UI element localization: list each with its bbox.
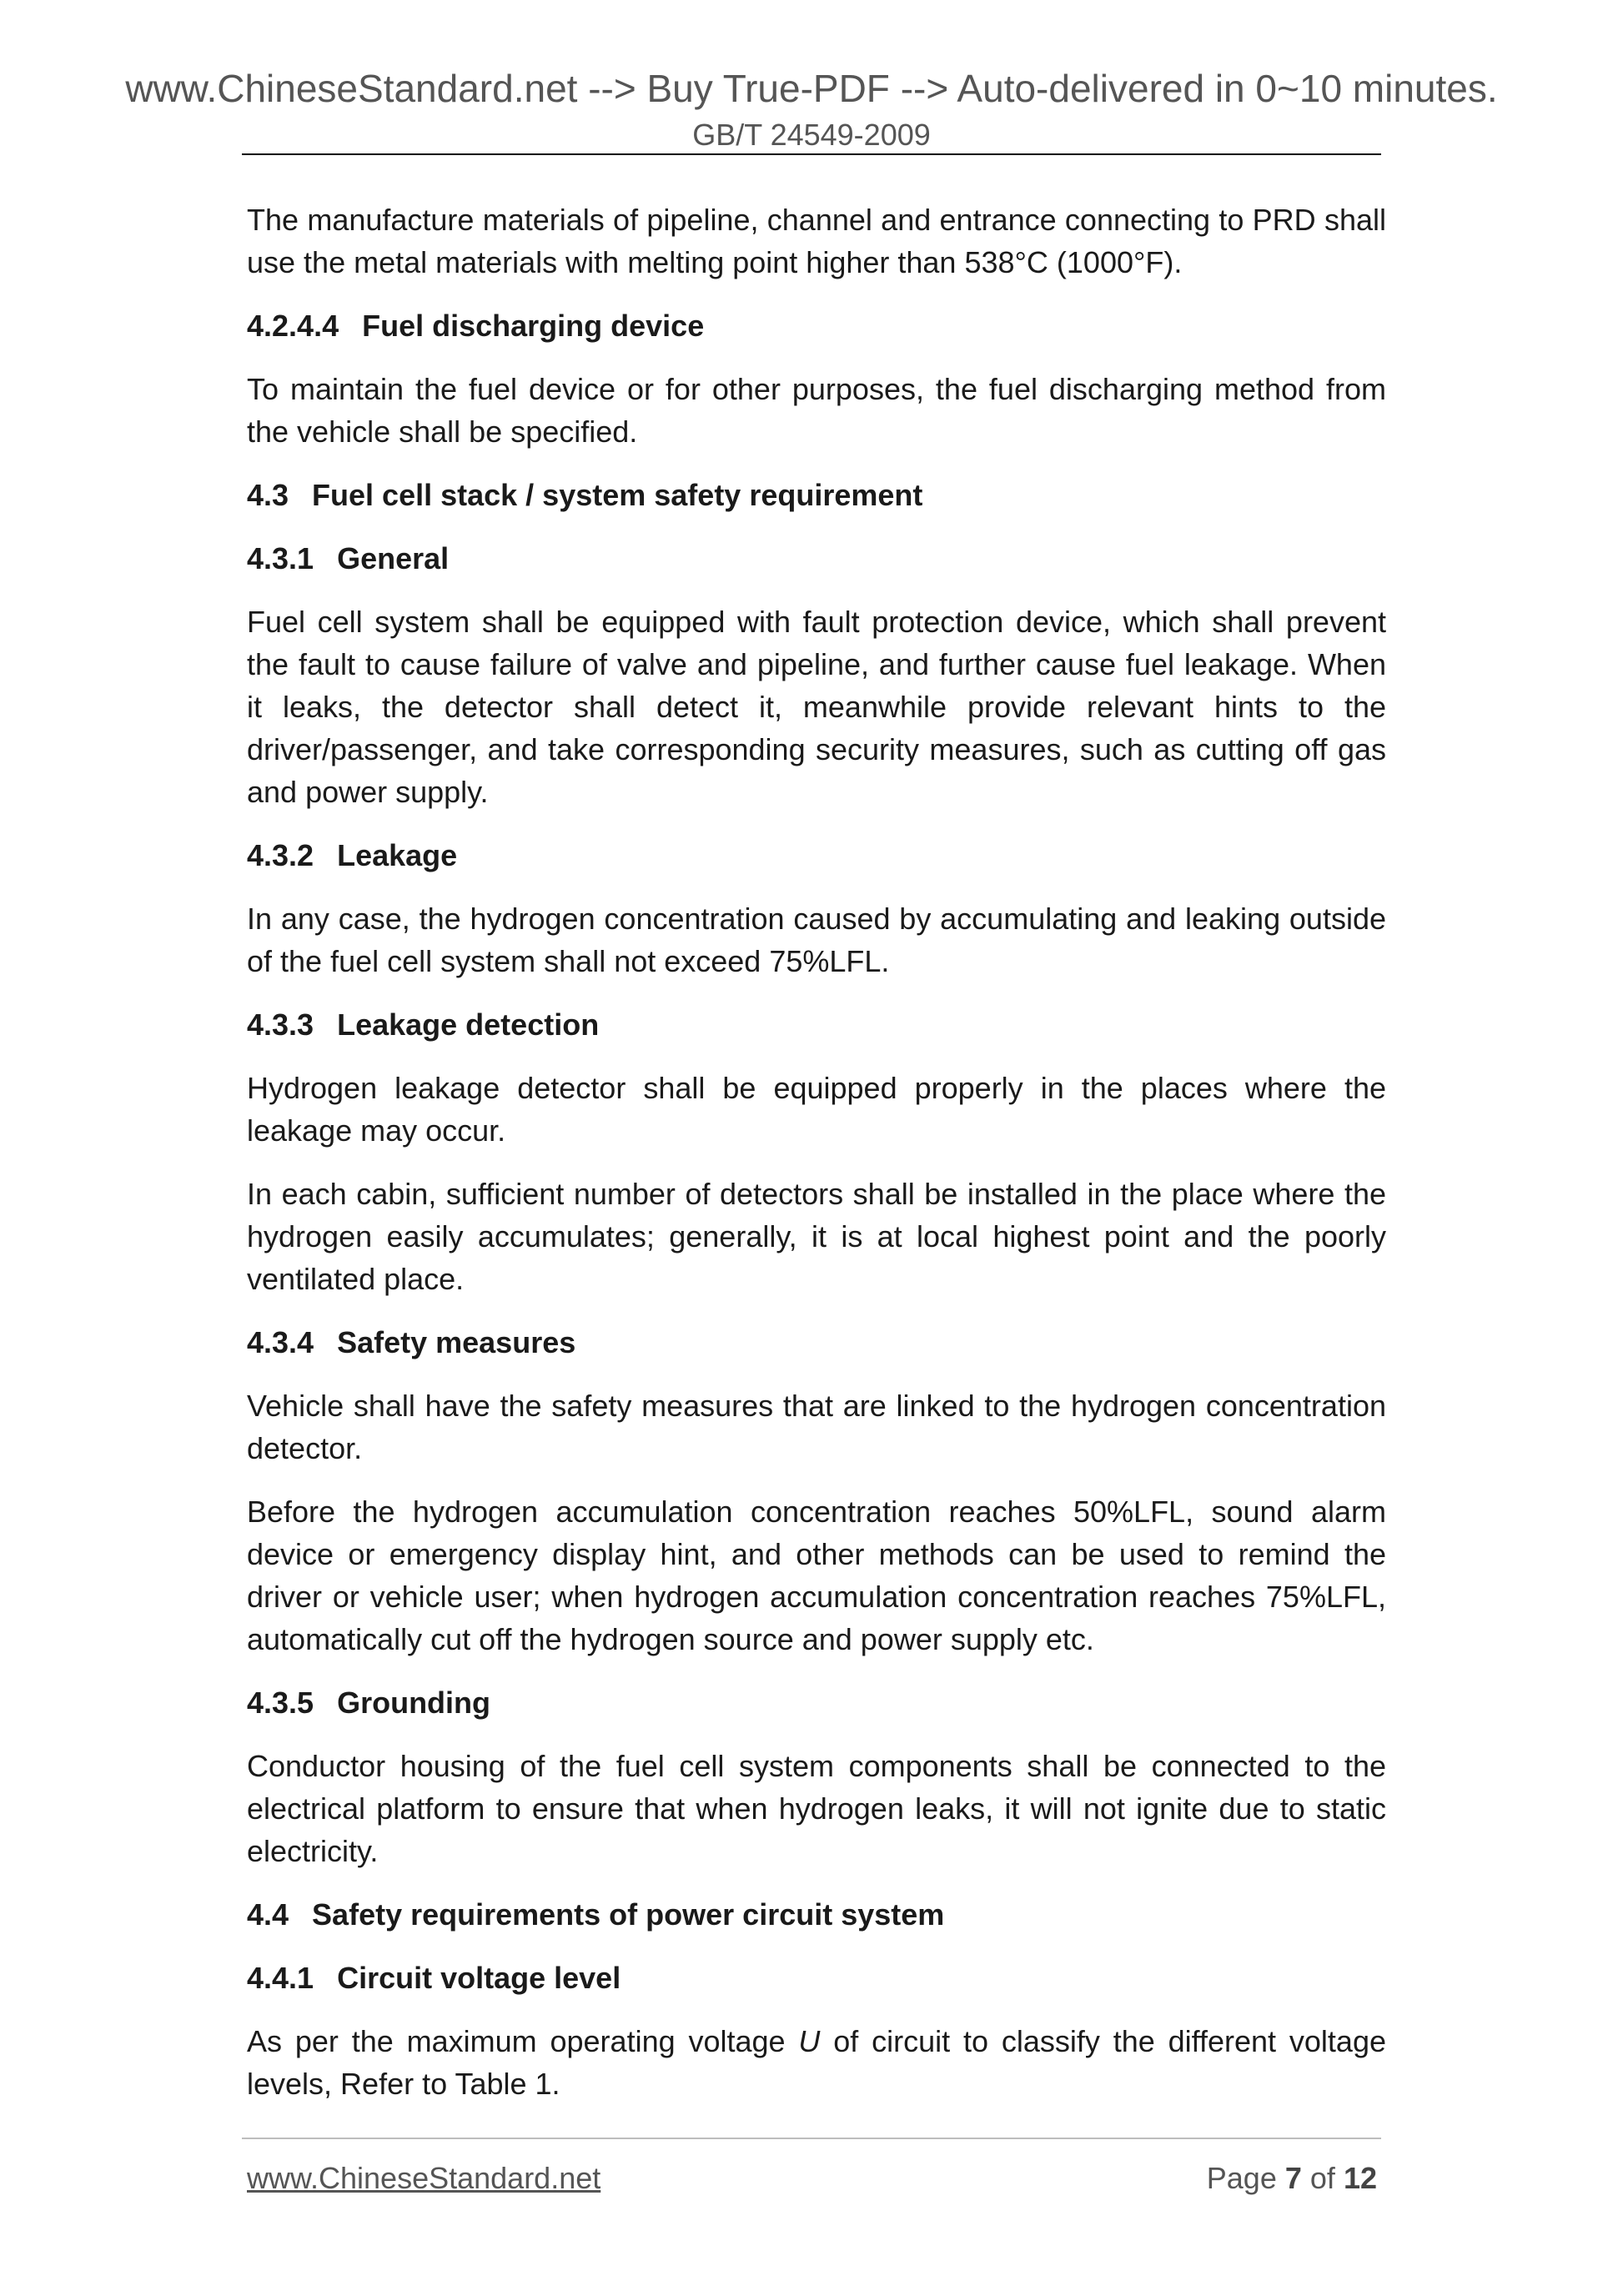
heading-4-3-1 bbox=[247, 537, 1386, 580]
footer-site-link[interactable]: www.ChineseStandard.net bbox=[247, 2161, 601, 2195]
section-number: 4.4.1 bbox=[247, 1961, 314, 1995]
paragraph-4-3-4-b: Before the hydrogen accumulation concentration reaches 50%LFL, sound alarm device or emergency display hint, and other methods can be used to remind the driver or vehicle user; when hydrogen accumulation concentration reaches 75%LFL, automatically cut off the hydrogen source and power supply etc. bbox=[247, 1495, 1386, 1656]
section-number: 4.3 bbox=[247, 478, 289, 512]
section-number: 4.3.4 bbox=[247, 1325, 314, 1359]
footer-divider bbox=[242, 2138, 1381, 2139]
section-number: 4.3.1 bbox=[247, 541, 314, 575]
section-title: General bbox=[337, 541, 450, 575]
page-label: Page bbox=[1206, 2161, 1277, 2195]
text-run: of circuit to classify the different voltage levels, Refer to Table 1. bbox=[247, 2024, 1386, 2101]
section-title: Safety requirements of power circuit system bbox=[312, 1897, 945, 1932]
section-title: Leakage detection bbox=[337, 1007, 600, 1042]
section-title: Circuit voltage level bbox=[337, 1961, 621, 1995]
page-total: 12 bbox=[1343, 2161, 1377, 2195]
paragraph-intro: The manufacture materials of pipeline, channel and entrance connecting to PRD shall use the metal materials with melting point higher than 538°C (1000°F). bbox=[247, 203, 1386, 279]
document-body bbox=[247, 198, 1386, 2126]
header-divider bbox=[242, 153, 1381, 155]
paragraph-4-3-3-a: Hydrogen leakage detector shall be equipped properly in the places where the leakage may occur. bbox=[247, 1071, 1386, 1148]
paragraph-4-2-4-4: To maintain the fuel device or for other purposes, the fuel discharging method from the vehicle shall be specified. bbox=[247, 372, 1386, 449]
heading-4-3-5 bbox=[247, 1681, 1386, 1724]
voltage-variable: U bbox=[798, 2024, 821, 2058]
section-number: 4.3.3 bbox=[247, 1007, 314, 1042]
section-number: 4.3.2 bbox=[247, 838, 314, 872]
text-run: As per the maximum operating voltage bbox=[247, 2024, 799, 2058]
page-indicator bbox=[1207, 2160, 1377, 2197]
page-current: 7 bbox=[1284, 2161, 1302, 2195]
paragraph-4-3-5: Conductor housing of the fuel cell system components shall be connected to the electrical platform to ensure that when hydrogen leaks, it will not ignite due to static electricity. bbox=[247, 1749, 1386, 1868]
page-of: of bbox=[1309, 2161, 1335, 2195]
heading-4-3-2 bbox=[247, 834, 1386, 877]
site-banner: www.ChineseStandard.net --> Buy True-PDF --> Auto-delivered in 0~10 minutes. bbox=[125, 67, 1498, 110]
section-number: 4.4 bbox=[247, 1897, 289, 1932]
section-title: Grounding bbox=[337, 1686, 491, 1720]
section-number: 4.3.5 bbox=[247, 1686, 314, 1720]
section-title: Safety measures bbox=[337, 1325, 576, 1359]
heading-4-3 bbox=[247, 474, 1386, 516]
paragraph-4-3-2: In any case, the hydrogen concentration caused by accumulating and leaking outside of the fuel cell system shall not exceed 75%LFL. bbox=[247, 902, 1386, 978]
section-number: 4.2.4.4 bbox=[247, 309, 339, 343]
heading-4-3-4 bbox=[247, 1321, 1386, 1364]
section-title: Fuel cell stack / system safety requirement bbox=[312, 478, 923, 512]
paragraph-4-3-3-b: In each cabin, sufficient number of detectors shall be installed in the place where the hydrogen easily accumulates; generally, it is at local highest point and the poorly ventilated place. bbox=[247, 1177, 1386, 1296]
section-title: Leakage bbox=[337, 838, 458, 872]
section-title: Fuel discharging device bbox=[362, 309, 705, 343]
standard-code: GB/T 24549-2009 bbox=[692, 118, 931, 152]
paragraph-4-4-1 bbox=[247, 2020, 1386, 2105]
heading-4-4-1 bbox=[247, 1957, 1386, 1999]
heading-4-4 bbox=[247, 1893, 1386, 1936]
heading-4-3-3 bbox=[247, 1003, 1386, 1046]
heading-4-2-4-4 bbox=[247, 304, 1386, 347]
paragraph-4-3-1: Fuel cell system shall be equipped with fault protection device, which shall prevent the fault to cause failure of valve and pipeline, and further cause fuel leakage. When it leaks, the detector shall detect it, meanwhile provide relevant hints to the driver/passenger, and take corresponding security measures, such as cutting off gas and power supply. bbox=[247, 605, 1386, 809]
paragraph-4-3-4-a: Vehicle shall have the safety measures that are linked to the hydrogen concentration detector. bbox=[247, 1389, 1386, 1465]
